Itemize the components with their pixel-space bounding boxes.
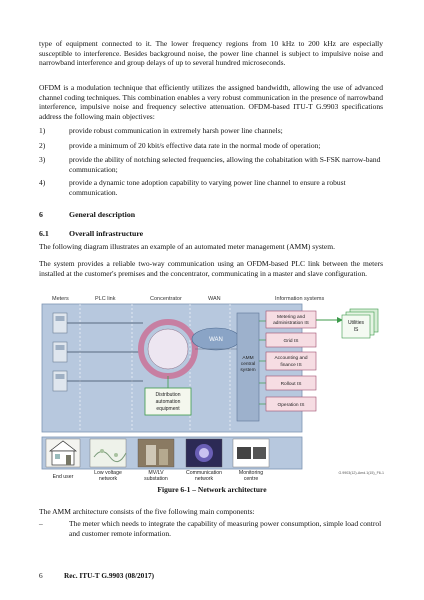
paragraph-2: OFDM is a modulation technique that efficiently utilizes the assigned bandwidth, allowing the use of advanced channel coding techniques. This combination enables a very robust communication in the presence of narrowband interference, impulsive noise and frequency selective attenuation. OFDM-based ITU-T G.9903 specifications address the following main objectives:	[39, 83, 383, 121]
is-metering-line-1: Metering and	[277, 315, 305, 320]
is-metering-line-2: administration IS	[273, 321, 309, 326]
paragraph-3: The following diagram illustrates an example of an automated meter management (AMM) system.	[39, 242, 335, 251]
objective-4-text: provide a dynamic tone adoption capability to varying power line channel to ensure a robust communication.	[69, 178, 346, 197]
globe-core-icon	[199, 448, 209, 458]
monitor-icon	[253, 447, 266, 459]
amm-line-2: central	[240, 362, 256, 367]
map-node-icon	[114, 453, 118, 457]
label-substation-line-1: MV/LV	[148, 470, 164, 476]
component-1-dash: –	[39, 519, 43, 528]
column-label-information-systems: Information systems	[275, 296, 325, 302]
network-architecture-figure	[40, 291, 386, 481]
component-1-text: The meter which needs to integrate the capability of measuring power consumption, simple load control and customer remote information.	[69, 519, 382, 538]
house-door-icon	[66, 455, 71, 465]
objective-2-number: 2)	[39, 141, 46, 150]
house-window-icon	[55, 454, 60, 459]
wan-label: WAN	[209, 337, 223, 343]
transformer-icon	[146, 445, 156, 465]
column-label-wan: WAN	[208, 296, 221, 302]
utilities-line-2: IS	[353, 327, 359, 333]
amm-line-1: AMM	[242, 356, 254, 361]
figure-caption: Figure 6-1 – Network architecture	[157, 485, 267, 494]
column-label-plc-link: PLC link	[95, 296, 116, 302]
das-line-1: Distribution	[155, 392, 181, 398]
objective-3-text: provide the ability of notching selected frequencies, allowing the cohabitation with S-FSK narrow-band communication;	[69, 155, 381, 174]
meter-display	[56, 316, 65, 321]
objective-1-text: provide robust communication in extremely harsh power line channels;	[69, 126, 283, 135]
is-operation-label: Operation IS	[277, 403, 305, 408]
label-communication-line-2: network	[194, 476, 214, 481]
objective-1-number: 1)	[39, 126, 46, 135]
is-accounting-line-1: Accounting and	[274, 356, 308, 361]
transformer-icon	[159, 449, 168, 465]
section-6-title: General description	[69, 210, 136, 219]
amm-central-system-box	[237, 313, 259, 421]
paragraph-1: type of equipment connected to it. The lower frequency regions from 10 kHz to 200 kHz are especially susceptible to interference. Besides background noise, the power line channel is subject to impulsive noise and narrowband interference and group delays of up to several hundred microseconds.	[39, 39, 383, 68]
page-number: 6	[39, 571, 43, 580]
amm-line-3: system	[240, 368, 256, 373]
section-6-number: 6	[39, 210, 43, 219]
is-rollout-label: Rollout IS	[280, 382, 302, 387]
concentrator-core	[148, 329, 188, 369]
column-label-meters: Meters	[52, 296, 69, 302]
label-low-voltage-line-2: network	[98, 476, 118, 481]
label-low-voltage-line-1: Low voltage	[94, 470, 122, 476]
objective-2-text: provide a minimum of 20 kbit/s effective data rate in the normal mode of operation;	[69, 141, 321, 150]
is-grid-label: Grid IS	[283, 339, 299, 344]
das-line-2: automation	[155, 399, 181, 405]
section-6-1-title: Overall infrastructure	[69, 229, 144, 238]
map-node-icon	[100, 449, 104, 453]
is-accounting-line-2: finance IS	[280, 363, 302, 368]
label-substation-line-2: substation	[144, 476, 168, 481]
objective-3-number: 3)	[39, 155, 46, 164]
monitor-icon	[237, 447, 251, 459]
meter-display	[56, 374, 65, 379]
low-voltage-network-photo	[90, 439, 126, 467]
section-6-1-number: 6.1	[39, 229, 49, 238]
paragraph-4: The system provides a reliable two-way communication using an OFDM-based PLC link between the meters installed at the customer's premises and the concentrator, communicating in a master and slave configuration.	[39, 259, 383, 278]
label-communication-line-1: Communication	[185, 470, 223, 476]
das-line-3: equipment	[156, 406, 180, 412]
label-monitoring-line-1: Monitoring	[238, 470, 264, 476]
figure-identifier: G.9903(12)-Amd.1(15)_F6-1	[338, 471, 384, 475]
label-end-user: End user	[52, 474, 74, 480]
footer-title: Rec. ITU-T G.9903 (08/2017)	[64, 571, 155, 580]
utilities-line-1: Utilities	[347, 320, 365, 326]
meter-display	[56, 345, 65, 350]
column-label-concentrator: Concentrator	[150, 296, 182, 302]
paragraph-5: The AMM architecture consists of the five following main components:	[39, 507, 255, 516]
label-monitoring-line-2: centre	[243, 476, 259, 481]
objective-4-number: 4)	[39, 178, 46, 187]
